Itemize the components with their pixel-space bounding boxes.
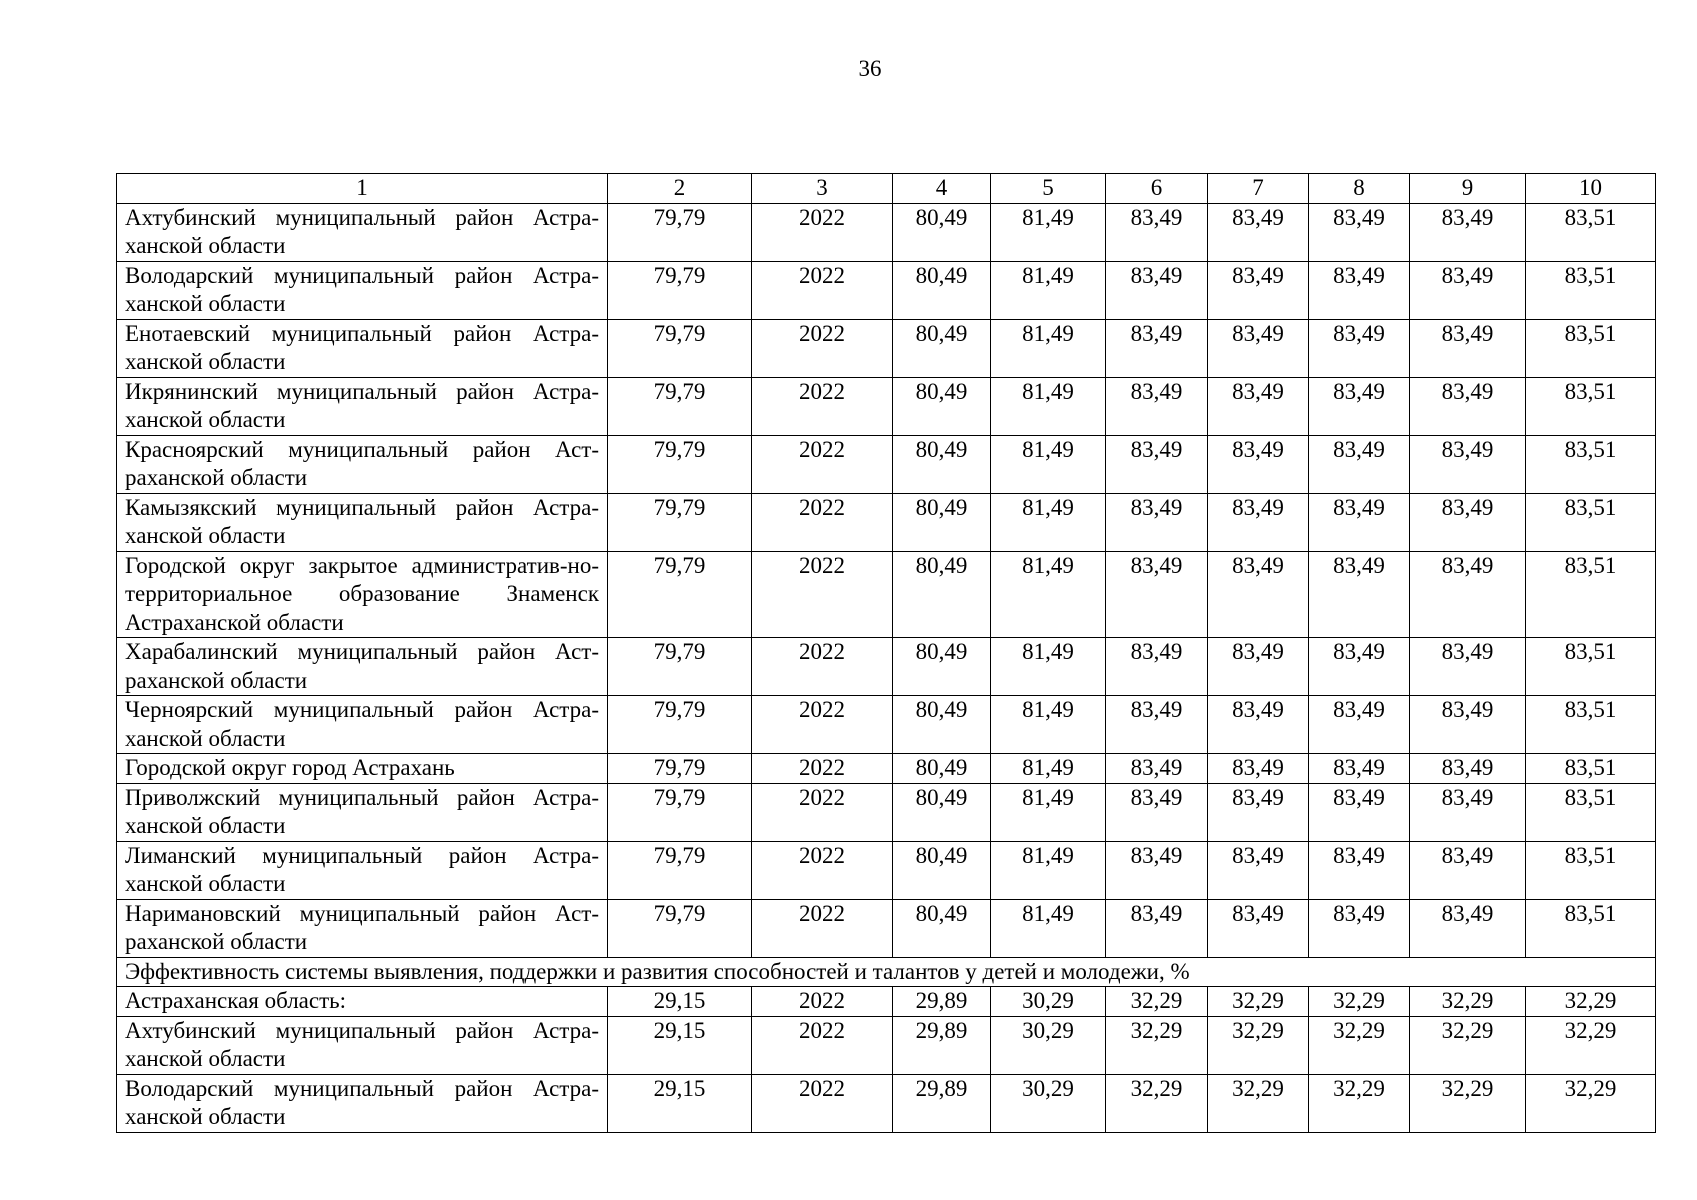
value-cell-col-3: 2022: [752, 899, 893, 957]
value-cell-col-9: 83,49: [1410, 754, 1526, 784]
value-cell-col-7: 32,29: [1208, 1074, 1309, 1132]
value-cell-col-9: 83,49: [1410, 203, 1526, 261]
value-cell-col-3: 2022: [752, 696, 893, 754]
value-cell-col-4: 29,89: [893, 1016, 991, 1074]
value-cell-col-8: 32,29: [1309, 1016, 1410, 1074]
value-cell-col-9: 83,49: [1410, 638, 1526, 696]
value-cell-col-3: 2022: [752, 377, 893, 435]
value-cell-col-6: 83,49: [1106, 377, 1208, 435]
table-row: [117, 435, 1656, 493]
column-header-8: 8: [1309, 174, 1410, 204]
value-cell-col-8: 83,49: [1309, 783, 1410, 841]
table-row: [117, 551, 1656, 638]
column-header-3: 3: [752, 174, 893, 204]
territory-name: Красноярский муниципальный район Аст-раханской области: [117, 435, 608, 493]
value-cell-col-9: 83,49: [1410, 377, 1526, 435]
value-cell-col-8: 83,49: [1309, 203, 1410, 261]
value-cell-col-5: 30,29: [991, 1074, 1106, 1132]
value-cell-col-8: 83,49: [1309, 696, 1410, 754]
value-cell-col-5: 81,49: [991, 783, 1106, 841]
value-cell-col-8: 83,49: [1309, 261, 1410, 319]
value-cell-col-9: 83,49: [1410, 899, 1526, 957]
section-title: Эффективность системы выявления, поддержки и развития способностей и талантов у детей и молодежи, %: [117, 957, 1656, 987]
value-cell-col-3: 2022: [752, 1074, 893, 1132]
value-cell-col-6: 32,29: [1106, 1016, 1208, 1074]
value-cell-col-2: 29,15: [608, 1074, 752, 1132]
value-cell-col-10: 83,51: [1526, 783, 1656, 841]
territory-name: Астраханская область:: [117, 987, 608, 1017]
value-cell-col-3: 2022: [752, 319, 893, 377]
column-header-7: 7: [1208, 174, 1309, 204]
value-cell-col-8: 32,29: [1309, 987, 1410, 1017]
value-cell-col-7: 83,49: [1208, 551, 1309, 638]
value-cell-col-9: 32,29: [1410, 987, 1526, 1017]
territory-name: Камызякский муниципальный район Астра-ханской области: [117, 493, 608, 551]
value-cell-col-6: 83,49: [1106, 899, 1208, 957]
value-cell-col-10: 32,29: [1526, 987, 1656, 1017]
value-cell-col-2: 79,79: [608, 551, 752, 638]
value-cell-col-10: 83,51: [1526, 261, 1656, 319]
value-cell-col-8: 83,49: [1309, 754, 1410, 784]
column-header-4: 4: [893, 174, 991, 204]
value-cell-col-3: 2022: [752, 987, 893, 1017]
table-row: [117, 754, 1656, 784]
value-cell-col-5: 81,49: [991, 493, 1106, 551]
value-cell-col-8: 83,49: [1309, 841, 1410, 899]
value-cell-col-7: 32,29: [1208, 1016, 1309, 1074]
value-cell-col-3: 2022: [752, 203, 893, 261]
value-cell-col-6: 83,49: [1106, 203, 1208, 261]
value-cell-col-3: 2022: [752, 551, 893, 638]
table-row: [117, 638, 1656, 696]
value-cell-col-5: 81,49: [991, 435, 1106, 493]
column-header-5: 5: [991, 174, 1106, 204]
column-header-10: 10: [1526, 174, 1656, 204]
table-row: [117, 841, 1656, 899]
value-cell-col-8: 32,29: [1309, 1074, 1410, 1132]
table-row: [117, 493, 1656, 551]
territory-name: Енотаевский муниципальный район Астра-ханской области: [117, 319, 608, 377]
value-cell-col-10: 83,51: [1526, 899, 1656, 957]
territory-name: Ахтубинский муниципальный район Астра-ханской области: [117, 1016, 608, 1074]
value-cell-col-8: 83,49: [1309, 899, 1410, 957]
value-cell-col-4: 80,49: [893, 638, 991, 696]
table-row: [117, 261, 1656, 319]
value-cell-col-4: 80,49: [893, 377, 991, 435]
value-cell-col-2: 79,79: [608, 261, 752, 319]
value-cell-col-6: 83,49: [1106, 435, 1208, 493]
value-cell-col-5: 30,29: [991, 987, 1106, 1017]
value-cell-col-4: 29,89: [893, 1074, 991, 1132]
value-cell-col-7: 83,49: [1208, 754, 1309, 784]
value-cell-col-6: 32,29: [1106, 1074, 1208, 1132]
value-cell-col-5: 30,29: [991, 1016, 1106, 1074]
territory-name: Володарский муниципальный район Астра-ханской области: [117, 261, 608, 319]
value-cell-col-5: 81,49: [991, 261, 1106, 319]
value-cell-col-3: 2022: [752, 638, 893, 696]
value-cell-col-6: 83,49: [1106, 261, 1208, 319]
table-row: [117, 783, 1656, 841]
territory-name: Приволжский муниципальный район Астра-ханской области: [117, 783, 608, 841]
value-cell-col-9: 83,49: [1410, 493, 1526, 551]
value-cell-col-5: 81,49: [991, 841, 1106, 899]
value-cell-col-3: 2022: [752, 435, 893, 493]
value-cell-col-2: 79,79: [608, 783, 752, 841]
value-cell-col-5: 81,49: [991, 754, 1106, 784]
value-cell-col-10: 32,29: [1526, 1016, 1656, 1074]
table-row: [117, 203, 1656, 261]
value-cell-col-4: 80,49: [893, 841, 991, 899]
territory-name: Икрянинский муниципальный район Астра-ханской области: [117, 377, 608, 435]
indicator-table: [116, 173, 1656, 1133]
value-cell-col-9: 32,29: [1410, 1074, 1526, 1132]
value-cell-col-3: 2022: [752, 841, 893, 899]
value-cell-col-5: 81,49: [991, 696, 1106, 754]
value-cell-col-2: 79,79: [608, 696, 752, 754]
value-cell-col-10: 83,51: [1526, 319, 1656, 377]
value-cell-col-4: 80,49: [893, 319, 991, 377]
column-header-6: 6: [1106, 174, 1208, 204]
value-cell-col-10: 83,51: [1526, 203, 1656, 261]
value-cell-col-9: 83,49: [1410, 783, 1526, 841]
value-cell-col-2: 79,79: [608, 435, 752, 493]
value-cell-col-6: 83,49: [1106, 754, 1208, 784]
value-cell-col-3: 2022: [752, 783, 893, 841]
territory-name: Черноярский муниципальный район Астра-ханской области: [117, 696, 608, 754]
table-row: [117, 319, 1656, 377]
value-cell-col-10: 32,29: [1526, 1074, 1656, 1132]
value-cell-col-7: 83,49: [1208, 203, 1309, 261]
value-cell-col-6: 83,49: [1106, 493, 1208, 551]
table-row: [117, 899, 1656, 957]
value-cell-col-2: 79,79: [608, 899, 752, 957]
value-cell-col-2: 29,15: [608, 987, 752, 1017]
territory-name: Городской округ закрытое административ-но-территориальное образование Знаменск Астраханской области: [117, 551, 608, 638]
value-cell-col-2: 79,79: [608, 319, 752, 377]
value-cell-col-7: 83,49: [1208, 841, 1309, 899]
table-row: [117, 1074, 1656, 1132]
value-cell-col-8: 83,49: [1309, 638, 1410, 696]
value-cell-col-10: 83,51: [1526, 435, 1656, 493]
territory-name: Харабалинский муниципальный район Аст-раханской области: [117, 638, 608, 696]
value-cell-col-9: 83,49: [1410, 261, 1526, 319]
value-cell-col-2: 79,79: [608, 377, 752, 435]
value-cell-col-2: 79,79: [608, 493, 752, 551]
territory-name: Городской округ город Астрахань: [117, 754, 608, 784]
value-cell-col-9: 83,49: [1410, 551, 1526, 638]
value-cell-col-10: 83,51: [1526, 551, 1656, 638]
value-cell-col-4: 80,49: [893, 899, 991, 957]
value-cell-col-7: 83,49: [1208, 319, 1309, 377]
value-cell-col-4: 80,49: [893, 203, 991, 261]
value-cell-col-6: 83,49: [1106, 638, 1208, 696]
value-cell-col-4: 80,49: [893, 696, 991, 754]
value-cell-col-7: 83,49: [1208, 783, 1309, 841]
value-cell-col-2: 79,79: [608, 203, 752, 261]
table-body: [117, 203, 1656, 1132]
value-cell-col-7: 83,49: [1208, 493, 1309, 551]
value-cell-col-9: 83,49: [1410, 696, 1526, 754]
value-cell-col-3: 2022: [752, 1016, 893, 1074]
column-header-1: 1: [117, 174, 608, 204]
value-cell-col-10: 83,51: [1526, 377, 1656, 435]
value-cell-col-6: 83,49: [1106, 841, 1208, 899]
table-row: [117, 696, 1656, 754]
value-cell-col-5: 81,49: [991, 377, 1106, 435]
value-cell-col-8: 83,49: [1309, 435, 1410, 493]
value-cell-col-5: 81,49: [991, 203, 1106, 261]
value-cell-col-9: 32,29: [1410, 1016, 1526, 1074]
value-cell-col-6: 32,29: [1106, 987, 1208, 1017]
column-header-2: 2: [608, 174, 752, 204]
value-cell-col-4: 80,49: [893, 435, 991, 493]
value-cell-col-9: 83,49: [1410, 319, 1526, 377]
page-number: 36: [858, 56, 882, 81]
value-cell-col-10: 83,51: [1526, 696, 1656, 754]
column-header-9: 9: [1410, 174, 1526, 204]
territory-name: Ахтубинский муниципальный район Астра-ханской области: [117, 203, 608, 261]
value-cell-col-5: 81,49: [991, 638, 1106, 696]
value-cell-col-4: 80,49: [893, 551, 991, 638]
value-cell-col-4: 80,49: [893, 754, 991, 784]
value-cell-col-6: 83,49: [1106, 551, 1208, 638]
value-cell-col-5: 81,49: [991, 899, 1106, 957]
territory-name: Володарский муниципальный район Астра-ханской области: [117, 1074, 608, 1132]
value-cell-col-8: 83,49: [1309, 319, 1410, 377]
value-cell-col-7: 32,29: [1208, 987, 1309, 1017]
value-cell-col-7: 83,49: [1208, 899, 1309, 957]
value-cell-col-7: 83,49: [1208, 261, 1309, 319]
value-cell-col-3: 2022: [752, 261, 893, 319]
value-cell-col-4: 29,89: [893, 987, 991, 1017]
value-cell-col-2: 79,79: [608, 841, 752, 899]
value-cell-col-6: 83,49: [1106, 319, 1208, 377]
value-cell-col-7: 83,49: [1208, 696, 1309, 754]
value-cell-col-9: 83,49: [1410, 841, 1526, 899]
value-cell-col-10: 83,51: [1526, 638, 1656, 696]
value-cell-col-8: 83,49: [1309, 551, 1410, 638]
value-cell-col-5: 81,49: [991, 551, 1106, 638]
value-cell-col-7: 83,49: [1208, 638, 1309, 696]
value-cell-col-9: 83,49: [1410, 435, 1526, 493]
value-cell-col-10: 83,51: [1526, 493, 1656, 551]
value-cell-col-3: 2022: [752, 754, 893, 784]
value-cell-col-3: 2022: [752, 493, 893, 551]
value-cell-col-2: 79,79: [608, 754, 752, 784]
value-cell-col-7: 83,49: [1208, 377, 1309, 435]
table-row: [117, 987, 1656, 1017]
value-cell-col-5: 81,49: [991, 319, 1106, 377]
value-cell-col-6: 83,49: [1106, 783, 1208, 841]
value-cell-col-4: 80,49: [893, 261, 991, 319]
territory-name: Наримановский муниципальный район Аст-раханской области: [117, 899, 608, 957]
value-cell-col-2: 79,79: [608, 638, 752, 696]
value-cell-col-8: 83,49: [1309, 493, 1410, 551]
value-cell-col-6: 83,49: [1106, 696, 1208, 754]
table-row: [117, 377, 1656, 435]
territory-name: Лиманский муниципальный район Астра-ханской области: [117, 841, 608, 899]
value-cell-col-4: 80,49: [893, 783, 991, 841]
value-cell-col-7: 83,49: [1208, 435, 1309, 493]
value-cell-col-10: 83,51: [1526, 841, 1656, 899]
value-cell-col-4: 80,49: [893, 493, 991, 551]
section-row: [117, 957, 1656, 987]
header-row: [117, 174, 1656, 204]
value-cell-col-8: 83,49: [1309, 377, 1410, 435]
value-cell-col-10: 83,51: [1526, 754, 1656, 784]
value-cell-col-2: 29,15: [608, 1016, 752, 1074]
table-row: [117, 1016, 1656, 1074]
